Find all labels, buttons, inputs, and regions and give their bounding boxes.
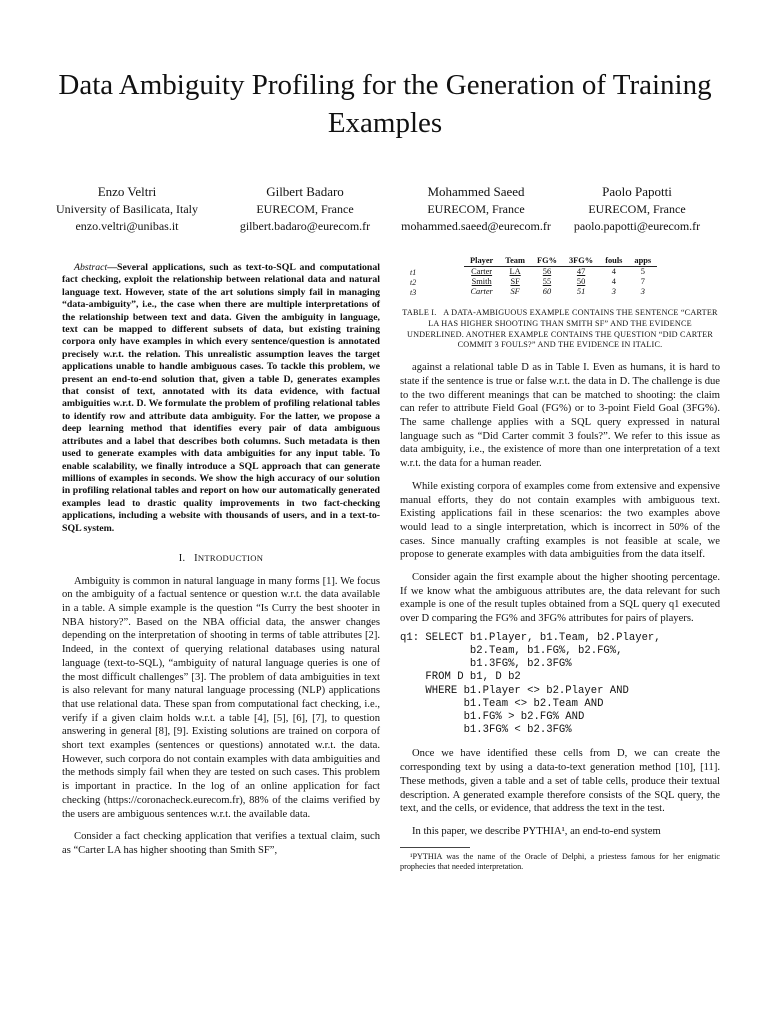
- author-3: [396, 183, 556, 235]
- table-row: [464, 267, 657, 278]
- table-cell: 60: [542, 287, 552, 296]
- table-cell: LA: [509, 267, 521, 276]
- table-cell: 4: [611, 267, 616, 276]
- table-cell: 5: [640, 267, 645, 276]
- table-cell: 55: [542, 277, 552, 286]
- table-cell: 4: [611, 277, 616, 286]
- data-table: [464, 256, 657, 297]
- table-cell: SF: [510, 277, 520, 286]
- author-1: [42, 183, 212, 235]
- author-affiliation: EURECOM, France: [256, 202, 354, 216]
- row-label: t3: [410, 288, 417, 297]
- example-table: [400, 256, 720, 300]
- column-header: fouls: [599, 256, 628, 267]
- paper-title: Data Ambiguity Profiling for the Generation of Training Examples: [58, 69, 712, 139]
- table-cell: 47: [576, 267, 586, 276]
- table-cell: Smith: [471, 277, 492, 286]
- author-affiliation: University of Basilicata, Italy: [56, 202, 198, 216]
- footnote: ¹PYTHIA was the name of the Oracle of Delphi, a priestess famous for her enigmatic prophecies that needed interpretation.: [400, 851, 720, 871]
- paragraph: against a relational table D as in Table I. Even as humans, it is hard to state if the sentence is true or false w.r.t. the data in D. The challenge is due to the two different meanings that can be matched to shooting: the claim can refer to attribute Field Goal (FG%) or to 3-point Field Goal (3FG%). The same challenge applies with a SQL query expressed in natural language such as “Did Carter commit 3 fouls?”. We refer to this issue as data ambiguity, i.e., the existence of more than one interpretation of a text w.r.t. the data for a human reader.: [400, 362, 720, 470]
- paragraph: Consider a fact checking application that verifies a textual claim, such as “Carter LA has higher shooting than Smith SF”,: [62, 831, 380, 856]
- paragraph: In this paper, we describe PYTHIA¹, an end-to-end system: [412, 825, 661, 837]
- author-email: mohammed.saeed@eurecom.fr: [401, 219, 551, 233]
- author-email: enzo.veltri@unibas.it: [75, 219, 179, 233]
- author-affiliation: EURECOM, France: [427, 202, 525, 216]
- author-4: [562, 183, 712, 235]
- author-email: paolo.papotti@eurecom.fr: [573, 219, 701, 233]
- table-cell: SF: [510, 287, 520, 296]
- paragraph: Ambiguity is common in natural language in many forms [1]. We focus on the ambiguity of a factual sentence or question w.r.t. the data available in a table. A simple example is the question “Is Curry the best shooter in NBA history?”. Based on the NBA official data, the answer changes depending on the interpretation of shooting in terms of table attributes [2]. Indeed, in the context of querying relational databases using natural language (text-to-SQL), “ambiguity of natural language queries is one of the most difficult challenges” [3]. The problem of data ambiguities in text is also relevant for many natural language processing (NLP) applications that use relational data. These span from computational fact checking, i.e., verify if a given claim holds w.r.t. a table [4], [5], [6], [7], to question answering in general [8], [9]. Existing solutions are trained on corpora of short text examples (sentences or questions) annotated w.r.t. the data. However, such corpora do not contain examples with data ambiguities and the methods simply fail when they are tested on such cases. This problem is important in practice. In the log of an online application for fact checking (https://coronacheck.eurecom.fr), 88% of the claims verified by the users are ambiguous sentences w.r.t. the available data.: [62, 575, 380, 820]
- table-cell: 3: [640, 287, 645, 296]
- sql-code-block: q1: SELECT b1.Player, b1.Team, b2.Player, b2.Team, b1.FG%, b2.FG%, b1.3FG%, b2.3FG% FROM D b1, D b2 WHERE b1.Player <> b2.Player AND b1.Team <> b2.Team AND b1.FG% > b2.FG% AND b1.3FG% < b2.3FG%: [400, 631, 661, 737]
- column-header: FG%: [531, 256, 563, 267]
- table-caption: TABLE I. A DATA-AMBIGUOUS EXAMPLE CONTAINS THE SENTENCE “CARTER LA HAS HIGHER SHOOTING THAN SMITH SF” AND THE EVIDENCE UNDERLINED. ANOTHER EXAMPLE CONTAINS THE QUESTION “DID CARTER COMMIT 3 FOULS?” AND THE EVIDENCE IN ITALIC.: [402, 308, 718, 350]
- table-cell: 51: [576, 287, 586, 296]
- paragraph: While existing corpora of examples come from extensive and expensive manual efforts, they do not contain examples with ambiguous text. Existing applications fail in these scenarios: the two examples above would lead to a single interpretation, which is incorrect in 50% of the cases. Since manually crafting examples is not feasible at scale, we propose to generate examples with data ambiguities from the data itself.: [400, 480, 720, 561]
- author-2: [230, 183, 380, 235]
- table-cell: 7: [640, 277, 645, 286]
- table-cell: 56: [542, 267, 552, 276]
- table-cell: Carter: [470, 287, 493, 296]
- author-email: gilbert.badaro@eurecom.fr: [239, 219, 371, 233]
- author-name: Gilbert Badaro: [266, 184, 344, 199]
- abstract-label: Abstract: [74, 262, 108, 273]
- paragraph: Once we have identified these cells from D, we can create the corresponding text by using a data-to-text generation method [10], [11]. These methods, given a table and a set of table cells, produce their textual description. A generated example therefore consists of the SQL query, the text, and the cells, or evidence, that address the text in the test.: [400, 748, 720, 815]
- table-cell: Carter: [471, 267, 493, 276]
- table-cell: 3: [611, 287, 616, 296]
- footnote-rule: [400, 847, 470, 848]
- paragraph: Consider again the first example about the higher shooting percentage. If we know what the ambiguous attributes are, the data relevant for such example is one of the result tuples obtained from a SQL query q1 executed over D comparing the FG% and 3FG% attributes for pairs of players.: [400, 572, 720, 625]
- section-heading: I. INTRODUCTION: [178, 552, 264, 564]
- abstract-text: —Several applications, such as text-to-SQL and computational fact checking, exploit the relationship between relational data and natural language text. However, state of the art solutions simply fail in managing “data-ambiguity”, i.e., the case when there are multiple interpretations of the relationship between text and data. Given the ambiguity in language, text can be mapped to different subsets of data, but existing training corpora only have examples in which every sentence/question is annotated precisely w.r.t. the relation. This unrealistic assumption leaves the target applications unable to handle ambiguous cases. To tackle this problem, we present an end-to-end solution that, given a table D, generates examples that consist of text, annotated with its data evidence, with factual ambiguities w.r.t. D. We formulate the problem of profiling relational tables to identify row and attribute data ambiguity. For the latter, we propose a deep learning method that identifies every pair of data ambiguous attributes and a label that describes both columns. Such metadata is then used to generate examples with data ambiguities for any input table. To enable scalability, we finally introduce a SQL approach that can generate millions of examples in seconds. We show the high accuracy of our solution in profiling relational tables and report on how our automatically generated examples lead to drastic quality improvements in two fact-checking applications, including a website with thousands of users, and in a text-to-SQL system.: [62, 262, 380, 534]
- author-affiliation: EURECOM, France: [588, 202, 686, 216]
- right-column: [400, 256, 720, 872]
- left-column: [62, 262, 380, 864]
- author-name: Paolo Papotti: [602, 184, 672, 199]
- table-row: [464, 287, 657, 297]
- column-header: Team: [499, 256, 531, 267]
- table-cell: 50: [576, 277, 586, 286]
- author-name: Mohammed Saeed: [427, 184, 525, 199]
- column-header: Player: [464, 256, 499, 267]
- table-header-row: [464, 256, 657, 267]
- abstract: [62, 262, 380, 535]
- table-row: [464, 277, 657, 287]
- row-label: t2: [410, 278, 417, 287]
- column-header: apps: [628, 256, 657, 267]
- column-header: 3FG%: [563, 256, 599, 267]
- author-name: Enzo Veltri: [97, 184, 157, 199]
- row-label: t1: [410, 268, 417, 277]
